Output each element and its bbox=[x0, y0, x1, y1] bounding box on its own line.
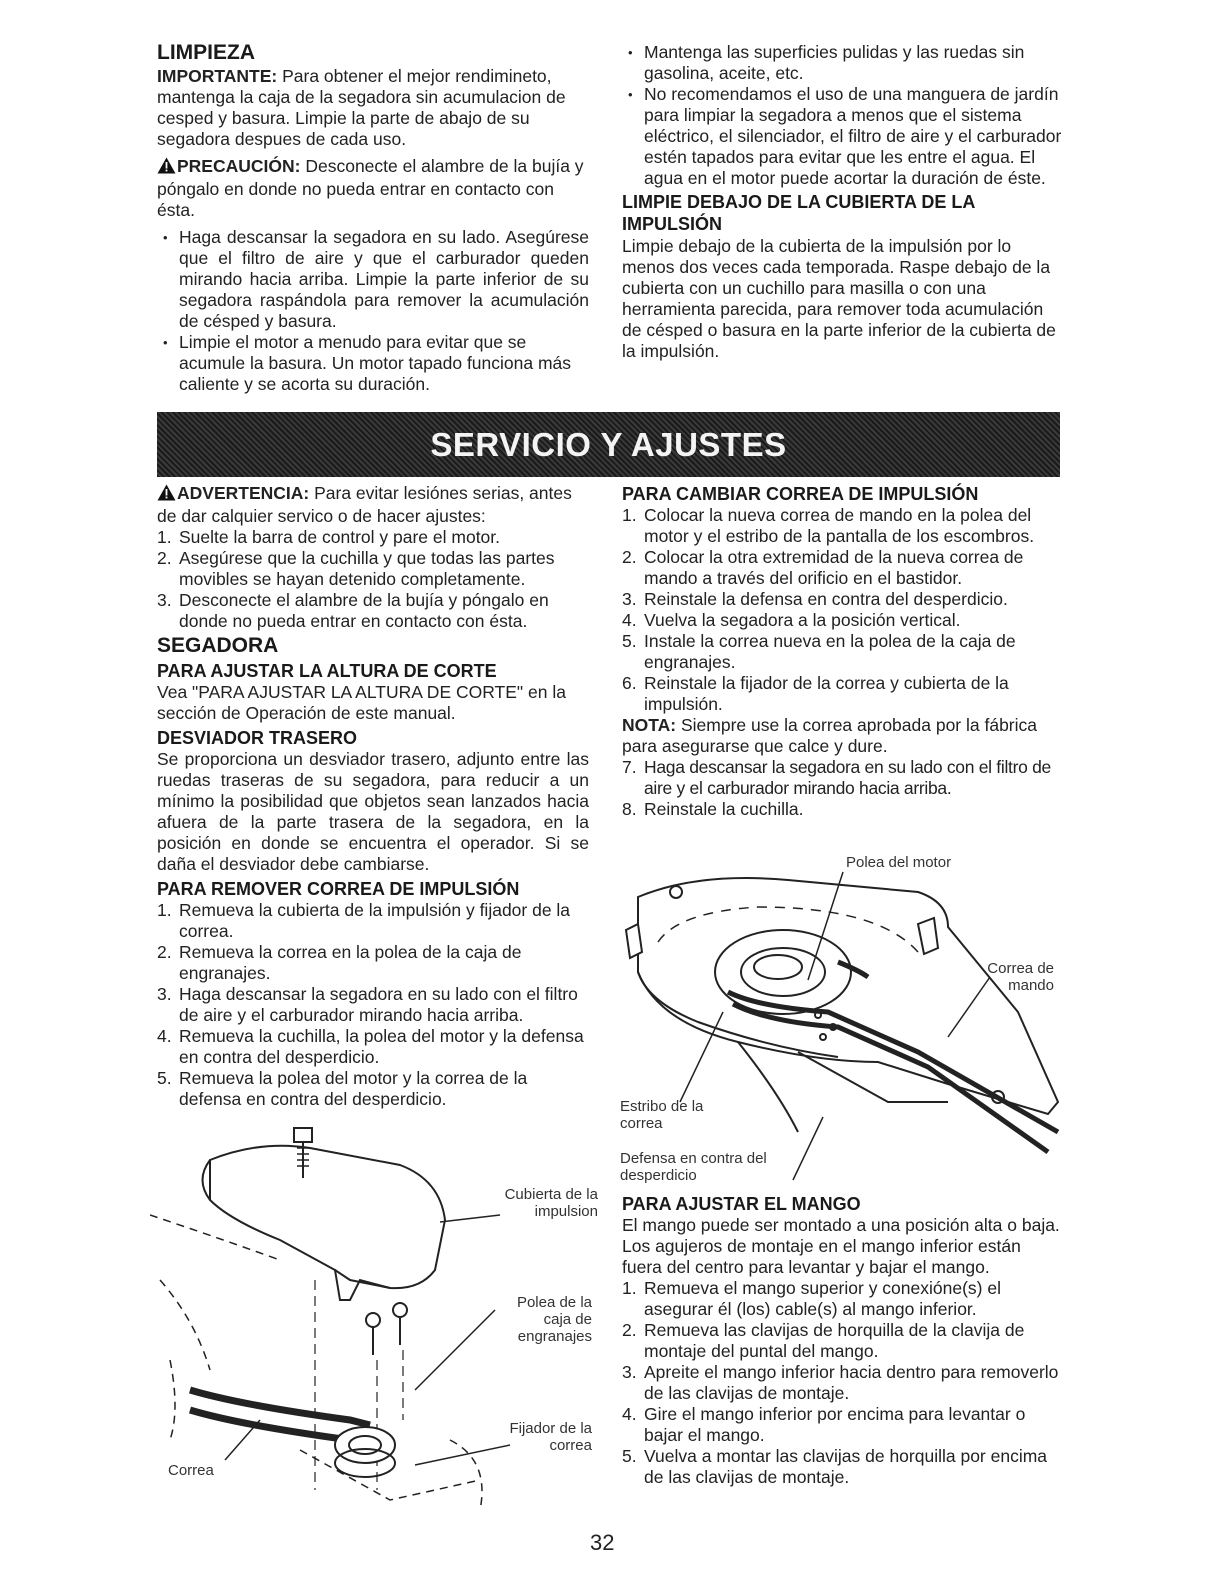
figure-drive-belt bbox=[618, 852, 1068, 1192]
list-item: 2. Colocar la otra extremidad de la nueva correa de mando a través del orificio en el bastidor. bbox=[622, 547, 1024, 588]
list-item: 8. Reinstale la cuchilla. bbox=[622, 799, 804, 819]
cambiar-steps-continued bbox=[622, 757, 1062, 820]
important-text: Para obtener el mejor rendimineto, mantenga la caja de la segadora sin acumulacion de cesped y basura. Limpie la parte de abajo de su segadora despues de cada uso. bbox=[157, 66, 566, 149]
section-ajustar-mango bbox=[622, 1193, 1062, 1488]
list-item: 1. Colocar la nueva correa de mando en la polea del motor y el estribo de la pantalla de los escombros. bbox=[622, 505, 1035, 546]
label-correa-mando: Correa de mando bbox=[987, 960, 1054, 994]
list-item: 5. Vuelva a montar las clavijas de horquilla por encima de las clavijas de montaje. bbox=[622, 1446, 1048, 1487]
list-item: 3. Apreite el mango inferior hacia dentro para removerlo de las clavijas de montaje. bbox=[622, 1362, 1059, 1403]
label-fijador: Fijador de la correa bbox=[509, 1420, 592, 1454]
limpieza-bullets bbox=[157, 227, 589, 395]
nota-paragraph bbox=[622, 715, 1062, 757]
section-banner bbox=[157, 412, 1060, 477]
list-item: • No recomendamos el uso de una manguera de jardín para limpiar la segadora a menos que el sistema eléctrico, el silenciador, el filtro de aire y el carburador estén tapados para evitar que les entre el agua. El agua en el motor puede acortar la duración de éste. bbox=[622, 84, 1062, 189]
banner-title: SERVICIO Y AJUSTES bbox=[430, 425, 787, 463]
heading-remover-correa: PARA REMOVER CORREA DE IMPULSIÓN bbox=[157, 879, 520, 899]
warning-triangle-icon bbox=[157, 157, 176, 179]
section-servicio-right bbox=[622, 483, 1062, 820]
section-servicio-left bbox=[157, 483, 589, 1110]
label-polea-motor: Polea del motor bbox=[846, 854, 952, 871]
heading-ajustar-mango: PARA AJUSTAR EL MANGO bbox=[622, 1194, 861, 1214]
heading-segadora: SEGADORA bbox=[157, 634, 279, 657]
remover-steps bbox=[157, 900, 589, 1110]
label-polea-caja: Polea de la caja de engranajes bbox=[516, 1294, 592, 1345]
list-item: 3. Desconecte el alambre de la bujía y póngalo en donde no pueda entrar en contacto con ésta. bbox=[157, 590, 549, 631]
altura-text: Vea "PARA AJUSTAR LA ALTURA DE CORTE" en la sección de Operación de este manual. bbox=[157, 682, 566, 723]
limpieza-bullets-continued bbox=[622, 42, 1062, 189]
important-paragraph bbox=[157, 66, 589, 150]
list-item: 2. Remueva las clavijas de horquilla de la clavija de montaje del puntal del mango. bbox=[622, 1320, 1025, 1361]
label-estribo: Estribo de la correa bbox=[620, 1098, 704, 1132]
list-item: 6. Reinstale la fijador de la correa y cubierta de la impulsión. bbox=[622, 673, 1009, 714]
list-item: 4. Gire el mango inferior por encima para levantar o bajar el mango. bbox=[622, 1404, 1026, 1445]
heading-limpie-debajo: LIMPIE DEBAJO DE LA CUBIERTA DE LA IMPULSIÓN bbox=[622, 192, 975, 234]
warning-triangle-icon bbox=[157, 484, 176, 506]
list-item: 1. Remueva la cubierta de la impulsión y fijador de la correa. bbox=[157, 900, 571, 941]
list-item: 2. Remueva la correa en la polea de la caja de engranajes. bbox=[157, 942, 522, 983]
section-limpieza bbox=[157, 40, 589, 395]
nota-text: Siempre use la correa aprobada por la fábrica para asegurarse que calce y dure. bbox=[622, 715, 1038, 756]
heading-limpieza: LIMPIEZA bbox=[157, 41, 255, 64]
warning-text: Para evitar lesiónes serias, antes de dar calquier servico o de hacer ajustes: bbox=[157, 483, 572, 526]
mango-steps bbox=[622, 1278, 1062, 1488]
caution-paragraph bbox=[157, 156, 589, 221]
label-defensa: Defensa en contra del desperdicio bbox=[620, 1150, 767, 1184]
list-item: 1. Suelte la barra de control y pare el motor. bbox=[157, 527, 501, 547]
list-item: 7. Haga descansar la segadora en su lado con el filtro de aire y el carburador mirando hacia arriba. bbox=[622, 757, 1051, 798]
important-label: IMPORTANTE: bbox=[157, 66, 278, 86]
list-item: 3. Reinstale la defensa en contra del desperdicio. bbox=[622, 589, 1008, 609]
list-item: 4. Remueva la cuchilla, la polea del motor y la defensa en contra del desperdicio. bbox=[157, 1026, 584, 1067]
section-limpie-debajo bbox=[622, 42, 1062, 362]
list-item: 4. Vuelva la segadora a la posición vertical. bbox=[622, 610, 961, 630]
label-correa: Correa bbox=[168, 1462, 214, 1479]
page-number: 32 bbox=[590, 1530, 615, 1555]
cambiar-steps bbox=[622, 505, 1062, 715]
warning-label: ADVERTENCIA: bbox=[177, 483, 310, 503]
mango-text: El mango puede ser montado a una posición alta o baja. Los agujeros de montaje en el mango inferior están fuera del centro para levantar y bajar el mango. bbox=[622, 1215, 1060, 1277]
caution-text: Desconecte el alambre de la bujía y póngalo en donde no pueda entrar en contacto con ésta. bbox=[157, 156, 584, 220]
list-item: 1. Remueva el mango superior y conexióne(s) el asegurar él (los) cable(s) al mango inferior. bbox=[622, 1278, 1001, 1319]
warning-steps bbox=[157, 527, 589, 632]
caution-label: PRECAUCIÓN: bbox=[177, 156, 301, 176]
list-item: • Limpie el motor a menudo para evitar que se acumule la basura. Un motor tapado funciona más caliente y se acorta su duración. bbox=[157, 332, 589, 395]
desviador-text: Se proporciona un desviador trasero, adjunto entre las ruedas traseras de su segadora, para reducir a un mínimo la posibilidad que objetos sean lanzados hacia afuera de la parte trasera de la segadora, en la posición en donde se encuentra el operador. Si se daña el desviador debe cambiarse. bbox=[157, 749, 589, 874]
figure-drive-cover bbox=[150, 1120, 600, 1530]
label-cubierta: Cubierta de la impulsion bbox=[504, 1186, 598, 1220]
list-item: 3. Haga descansar la segadora en su lado con el filtro de aire y el carburador mirando hacia arriba. bbox=[157, 984, 578, 1025]
heading-desviador: DESVIADOR TRASERO bbox=[157, 728, 358, 748]
warning-paragraph bbox=[157, 483, 589, 527]
list-item: 5. Remueva la polea del motor y la correa de la defensa en contra del desperdicio. bbox=[157, 1068, 528, 1109]
list-item: 5. Instale la correa nueva en la polea de la caja de engranajes. bbox=[622, 631, 1016, 672]
list-item: 2. Asegúrese que la cuchilla y que todas las partes movibles se hayan detenido completamente. bbox=[157, 548, 555, 589]
heading-altura-corte: PARA AJUSTAR LA ALTURA DE CORTE bbox=[157, 661, 497, 681]
list-item: • Mantenga las superficies pulidas y las ruedas sin gasolina, aceite, etc. bbox=[622, 42, 1062, 84]
drive-belt-illustration bbox=[618, 852, 1068, 1192]
heading-cambiar-correa: PARA CAMBIAR CORREA DE IMPULSIÓN bbox=[622, 484, 979, 504]
nota-label: NOTA: bbox=[622, 715, 677, 735]
limpie-debajo-text: Limpie debajo de la cubierta de la impulsión por lo menos dos veces cada temporada. Raspe debajo de la cubierta con un cuchillo para masilla o con una herramienta parecida, para remover toda acumulación de césped o basura en la parte inferior de la cubierta de la impulsión. bbox=[622, 236, 1056, 361]
list-item: • Haga descansar la segadora en su lado. Asegúrese que el filtro de aire y que el carburador queden mirando hacia arriba. Limpie la parte inferior de su segadora raspándola para remover la acumulación de césped y basura. bbox=[157, 227, 589, 332]
